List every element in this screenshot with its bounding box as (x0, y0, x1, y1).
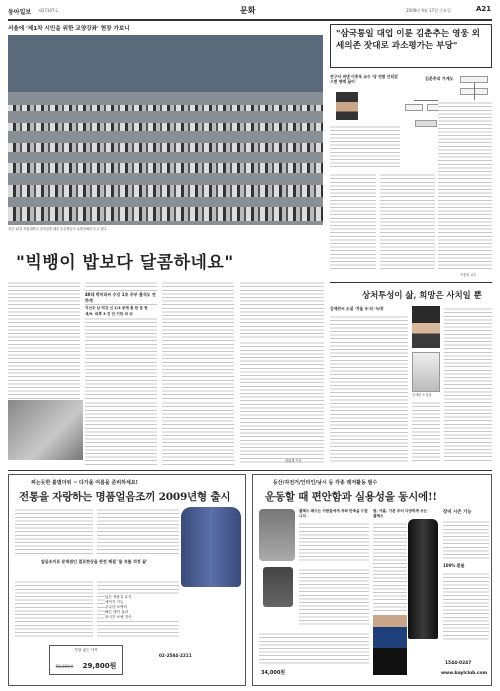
genealogy-title: 김춘추의 가계도 (425, 76, 454, 81)
article2-col1 (330, 124, 400, 169)
bullet-item: 세탁기 가능 (105, 600, 124, 604)
vest-image (181, 507, 241, 587)
article3-col1 (330, 314, 408, 462)
genealogy-node (405, 104, 423, 111)
right-ad-text2 (373, 521, 407, 611)
paper-name: 동아일보 (8, 9, 32, 16)
right-ad-phone: 1544-0247 (445, 661, 472, 666)
article1-subhead2: 지난주 남 덕강 신 1/3 문제 통 한 등 한 세/9. 외쪽 3 건 안 기만 외 위 (85, 305, 157, 317)
right-ad-text1 (299, 521, 369, 561)
old-price: 58,000원 (55, 664, 74, 669)
right-ad-sub1: 쿨맥스 패드는 사람들에게 저희 만족을 드립니다 (299, 509, 368, 518)
left-ad-bullets (105, 595, 185, 620)
article1-subhead: 40대 박미라씨 수강 1호 주부 출석도 연하게 (85, 292, 156, 303)
ad-divider (8, 470, 492, 471)
author-photo (412, 306, 440, 348)
left-ad-text1 (15, 507, 93, 555)
article-divider (330, 282, 492, 283)
refund-badge: 100% 환불 (443, 563, 465, 568)
article2-col4 (438, 100, 492, 270)
right-ad-text4 (443, 571, 489, 641)
article3-headline: 상처투성이 삶, 희망은 사치일 뿐 (362, 290, 482, 300)
article1-headline: "빅뱅이 밥보다 달콤하네요" (16, 253, 234, 273)
left-ad-price-box (49, 645, 123, 675)
article3-col2 (412, 400, 440, 462)
article1-col1 (8, 280, 80, 400)
book-cover (412, 352, 440, 392)
article1-col4 (240, 280, 324, 340)
model-image (373, 615, 407, 675)
article1-byline: 장원재 기자 (285, 459, 302, 463)
bullet-item: 넓은 착용감 유지 (105, 595, 132, 599)
bullet-item: 빠른 냉각 효과 (105, 610, 129, 614)
shorts-image (263, 567, 293, 607)
price-label: 부담 없는 가격 (74, 648, 98, 652)
article3-col3 (444, 306, 492, 462)
section-title: 문화 (240, 5, 256, 15)
left-ad-headline: 전통을 자랑하는 명품얼음조끼 2009년형 출시 (19, 491, 231, 503)
interview-title: 연구서 펴낸 이종욱 교수 '당 연합 안되었으면 명맥 끊어' (330, 74, 398, 85)
masthead (8, 5, 492, 19)
page-number: A21 (476, 5, 492, 13)
article1-col2b (162, 400, 234, 465)
genealogy-node (460, 76, 488, 83)
left-ad-phone: 02-2584-2211 (159, 653, 192, 658)
left-ad-tag: 찌는듯한 불볕더위 ~ 다가올 여름을 준비하세요! (31, 480, 138, 486)
right-ad-price: 34,000원 (261, 670, 286, 676)
left-ad-text2 (97, 507, 179, 555)
garment-image (259, 509, 295, 561)
right-ad-text3 (443, 519, 489, 559)
article1-col1b (85, 400, 157, 465)
left-ad-text3 (15, 579, 93, 639)
genealogy-line (474, 83, 475, 100)
right-ad (252, 474, 492, 686)
professor-photo (336, 92, 358, 120)
right-ad-product: 장비 시즌 기능 (443, 510, 472, 515)
right-ad-tag: 등산/자전거/인라인/낚시 등 각종 레저활동 필수 (273, 480, 378, 486)
genealogy-node (415, 120, 437, 127)
article2-headline: "삼국통일 대업 이룬 김춘추는 영웅 외세의존 잣대로 과소평가는 부당" (336, 29, 480, 51)
article1-inset-photo (8, 400, 83, 460)
right-ad-text5 (299, 567, 369, 627)
bullet-item: 장시간 보냉 지속 (105, 615, 132, 619)
leggings-image (408, 519, 438, 639)
article2-col2 (330, 172, 376, 270)
article1-col3 (162, 280, 234, 400)
lecture-photo (8, 35, 323, 225)
masthead-rule (8, 19, 492, 21)
article2-byline: 이종욱 교수 (460, 273, 477, 277)
edition-number: 제27107호 (38, 8, 59, 13)
right-ad-headline: 운동할 때 편안함과 실용성을 동시에!! (265, 491, 437, 503)
right-ad-text6 (259, 631, 369, 665)
right-ad-url: www.baylclub.com (441, 671, 488, 676)
bullet-item: 우수한 보냉력 (105, 605, 127, 609)
right-ad-sub2: 땀, 여름, 기본 부터 다양하게 쓰는 쿨맥스 (373, 509, 428, 518)
article1-col3b (240, 340, 324, 465)
book-caption: 김애란 소설집 (412, 393, 432, 397)
left-ad (8, 474, 246, 686)
left-ad-box: 얼음조끼로 문제점인 결로현상을 완전 해결 '물 흐를 걱정 끝' (40, 559, 148, 564)
photo-caption: 지난 12일 서울대학교 강의실을 메운 수강생들이 교양강좌를 듣고 있다. (8, 227, 108, 231)
article3-subhead: 김애란씨 소설 '겨울 우'의 '늑대' (330, 306, 384, 311)
issue-date: 2009년 9월 17일 수요일 (406, 8, 451, 13)
new-price: 29,800원 (82, 662, 117, 670)
article2-col3 (380, 172, 435, 270)
article1-kicker: 서울에 '제1차 시민을 위한 교양강좌' 현장 가보니 (8, 26, 130, 32)
